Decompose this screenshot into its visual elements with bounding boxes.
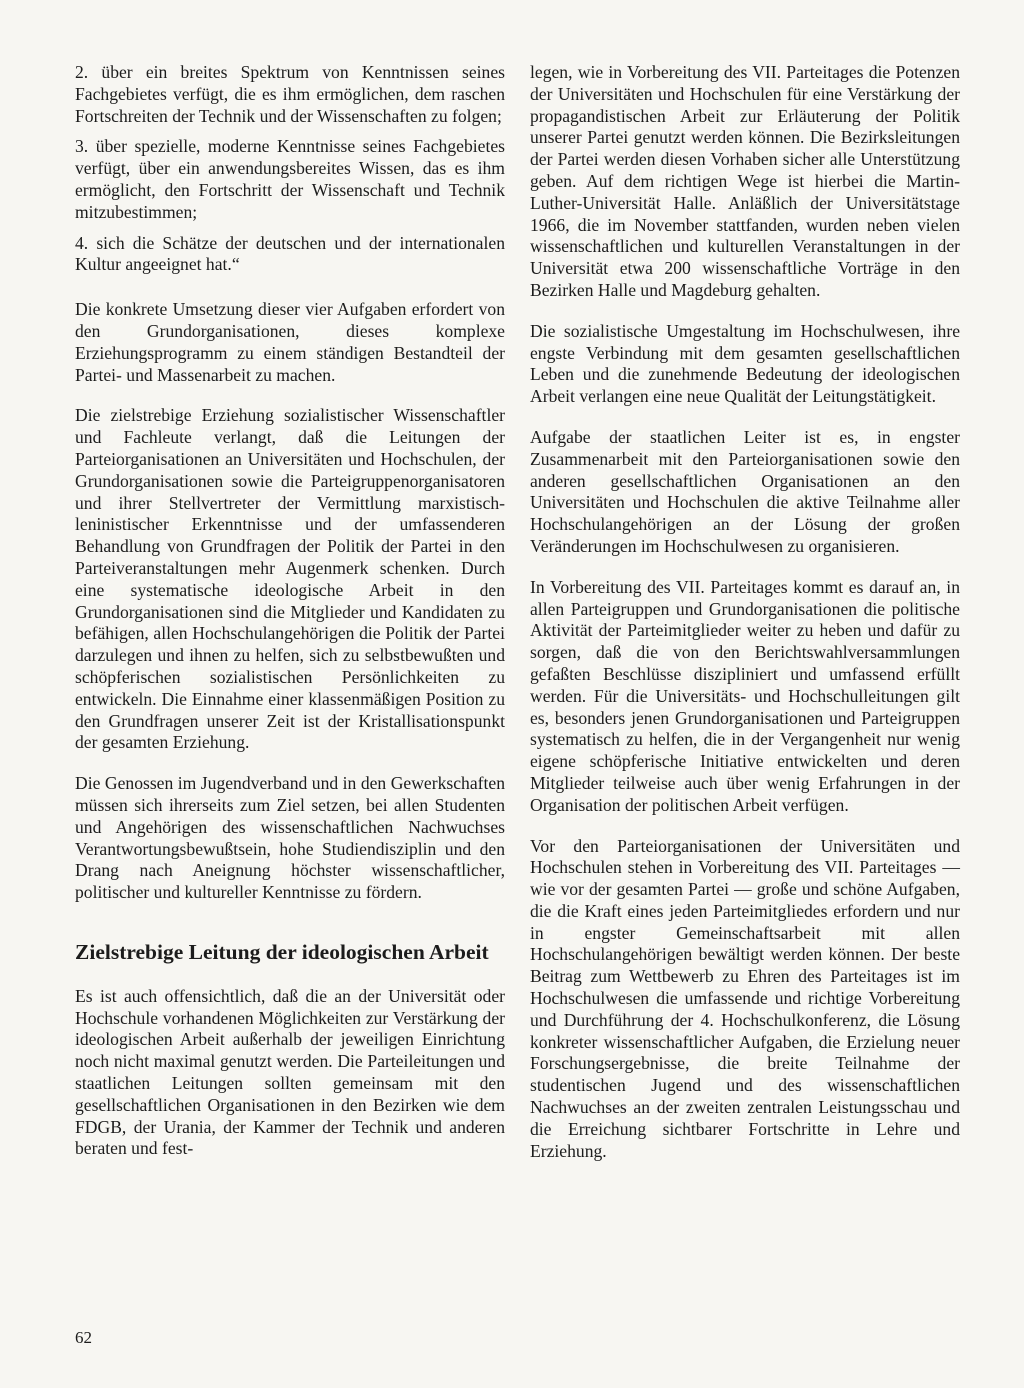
right-column — [530, 62, 960, 1181]
paragraph: Die sozialistische Umgestaltung im Hochschulwesen, ihre engste Verbindung mit dem gesamten gesellschaftlichen Leben und die zunehmende Bedeutung der ideologischen Arbeit verlangen eine neue Qualität der Leitungstätigkeit. — [530, 320, 960, 407]
list-item: 2. über ein breites Spektrum von Kenntnissen seines Fachgebietes verfügt, die es ihm ermöglichen, dem raschen Fortschreiten der Technik und der Wissenschaften zu folgen; — [75, 62, 505, 126]
paragraph: Aufgabe der staatlichen Leiter ist es, in engster Zusammenarbeit mit den Parteiorganisationen sowie den anderen gesellschaftlichen Organisationen an den Universitäten und Hochschulen die aktive Teilnahme aller Hochschulangehörigen an der Lösung der großen Veränderungen im Hochschulwesen zu organisieren. — [530, 426, 960, 556]
paragraph: Die Genossen im Jugendverband und in den Gewerkschaften müssen sich ihrerseits zum Ziel setzen, bei allen Studenten und Angehörigen des wissenschaftlichen Nachwuchses Verantwortungsbewußtsein, hohe Studiendisziplin und den Drang nach Aneignung höchster wissenschaftlicher, politischer und kultureller Kenntnisse zu fördern. — [75, 773, 505, 903]
paragraph: Die zielstrebige Erziehung sozialistischer Wissenschaftler und Fachleute verlangt, daß die Leitungen der Parteiorganisationen an Universitäten und Hochschulen, der Grundorganisationen sowie die Parteigruppenorganisatoren und ihrer Stellvertreter der Vermittlung marxistisch-leninistischer Erkenntnisse und der umfassenderen Behandlung von Grundfragen der Politik der Partei in den Parteiveranstaltungen mehr Augenmerk schenken. Durch eine systematische ideologische Arbeit in den Grundorganisationen sind die Mitglieder und Kandidaten zu befähigen, allen Hochschulangehörigen die Politik der Partei darzulegen und ihnen zu helfen, sich zu selbstbewußten und schöpferischen sozialistischen Persönlichkeiten zu entwickeln. Die Einnahme einer klassenmäßigen Position zu den Grundfragen unserer Zeit ist der Kristallisationspunkt der gesamten Erziehung. — [75, 405, 505, 753]
section-heading: Zielstrebige Leitung der ideologischen Arbeit — [75, 939, 489, 964]
paragraph: Die konkrete Umsetzung dieser vier Aufgaben erfordert von den Grundorganisationen, dieses komplexe Erziehungsprogramm zu einem ständigen Bestandteil der Partei- und Massenarbeit zu machen. — [75, 299, 505, 385]
paragraph: Es ist auch offensichtlich, daß die an der Universität oder Hochschule vorhandenen Möglichkeiten zur Verstärkung der ideologischen Arbeit außerhalb der jeweiligen Einrichtung noch nicht maximal genutzt werden. Die Parteileitungen und staatlichen Leitungen sollten gemeinsam mit den gesellschaftlichen Organisationen in den Bezirken wie dem FDGB, der Urania, der Kammer der Technik und anderen beraten und fest- — [75, 985, 505, 1159]
paragraph: In Vorbereitung des VII. Parteitages kommt es darauf an, in allen Parteigruppen und Grundorganisationen die politische Aktivität der Parteimitglieder weiter zu heben und dafür zu sorgen, daß die von den Berichtswahlversammlungen gefaßten Beschlüsse diszipliniert und umfassend erfüllt werden. Für die Universitäts- und Hochschulleitungen gilt es, besonders jenen Grundorganisationen und Parteigruppen systematisch zu helfen, die in der Vergangenheit nur wenig eigene schöpferische Initiative entwickelten und deren Mitglieder teilweise auch über wenig Erfahrungen in der Organisation der politischen Arbeit verfügen. — [530, 576, 960, 815]
list-item: 4. sich die Schätze der deutschen und der internationalen Kultur angeeignet hat.“ — [75, 232, 505, 275]
left-column — [75, 62, 505, 1179]
paragraph: legen, wie in Vorbereitung des VII. Parteitages die Potenzen der Universitäten und Hochschulen für eine Verstärkung der propagandistischen Arbeit zur Erläuterung der Politik unserer Partei genutzt werden können. Die Bezirksleitungen der Partei werden diesen Vorhaben sicher alle Unterstützung geben. Auf dem richtigen Wege ist hierbei die Martin-Luther-Universität Halle. Anläßlich der Universitätstage 1966, die im November stattfanden, wurden neben vielen wissenschaftlichen und kulturellen Veranstaltungen in der Universität etwa 200 wissenschaftliche Vorträge in den Bezirken Halle und Magdeburg gehalten. — [530, 62, 960, 300]
page-number: 62 — [75, 1328, 92, 1347]
paragraph: Vor den Parteiorganisationen der Universitäten und Hochschulen stehen in Vorbereitung des VII. Parteitages — wie vor der gesamten Partei — große und schöne Aufgaben, die die Kraft eines jeden Parteimitgliedes erfordern und nur in engster Gemeinschaftsarbeit mit allen Hochschulangehörigen bewältigt werden können. Der beste Beitrag zum Wettbewerb zu Ehren des Parteitages ist im Hochschulwesen die umfassende und richtige Vorbereitung und Durchführung der 4. Hochschulkonferenz, die Lösung konkreter wissenschaftlicher Aufgaben, die Erzielung neuer Forschungsergebnisse, die breite Teilnahme der studentischen Jugend und des wissenschaftlichen Nachwuchses an der zweiten zentralen Leistungsschau und die Erreichung sichtbarer Fortschritte in Lehre und Erziehung. — [530, 835, 960, 1161]
list-item: 3. über spezielle, moderne Kenntnisse seines Fachgebietes verfügt, über ein anwendungsbereites Wissen, das es ihm ermöglicht, den Fortschritt der Wissenschaft und Technik mitzubestimmen; — [75, 136, 505, 222]
